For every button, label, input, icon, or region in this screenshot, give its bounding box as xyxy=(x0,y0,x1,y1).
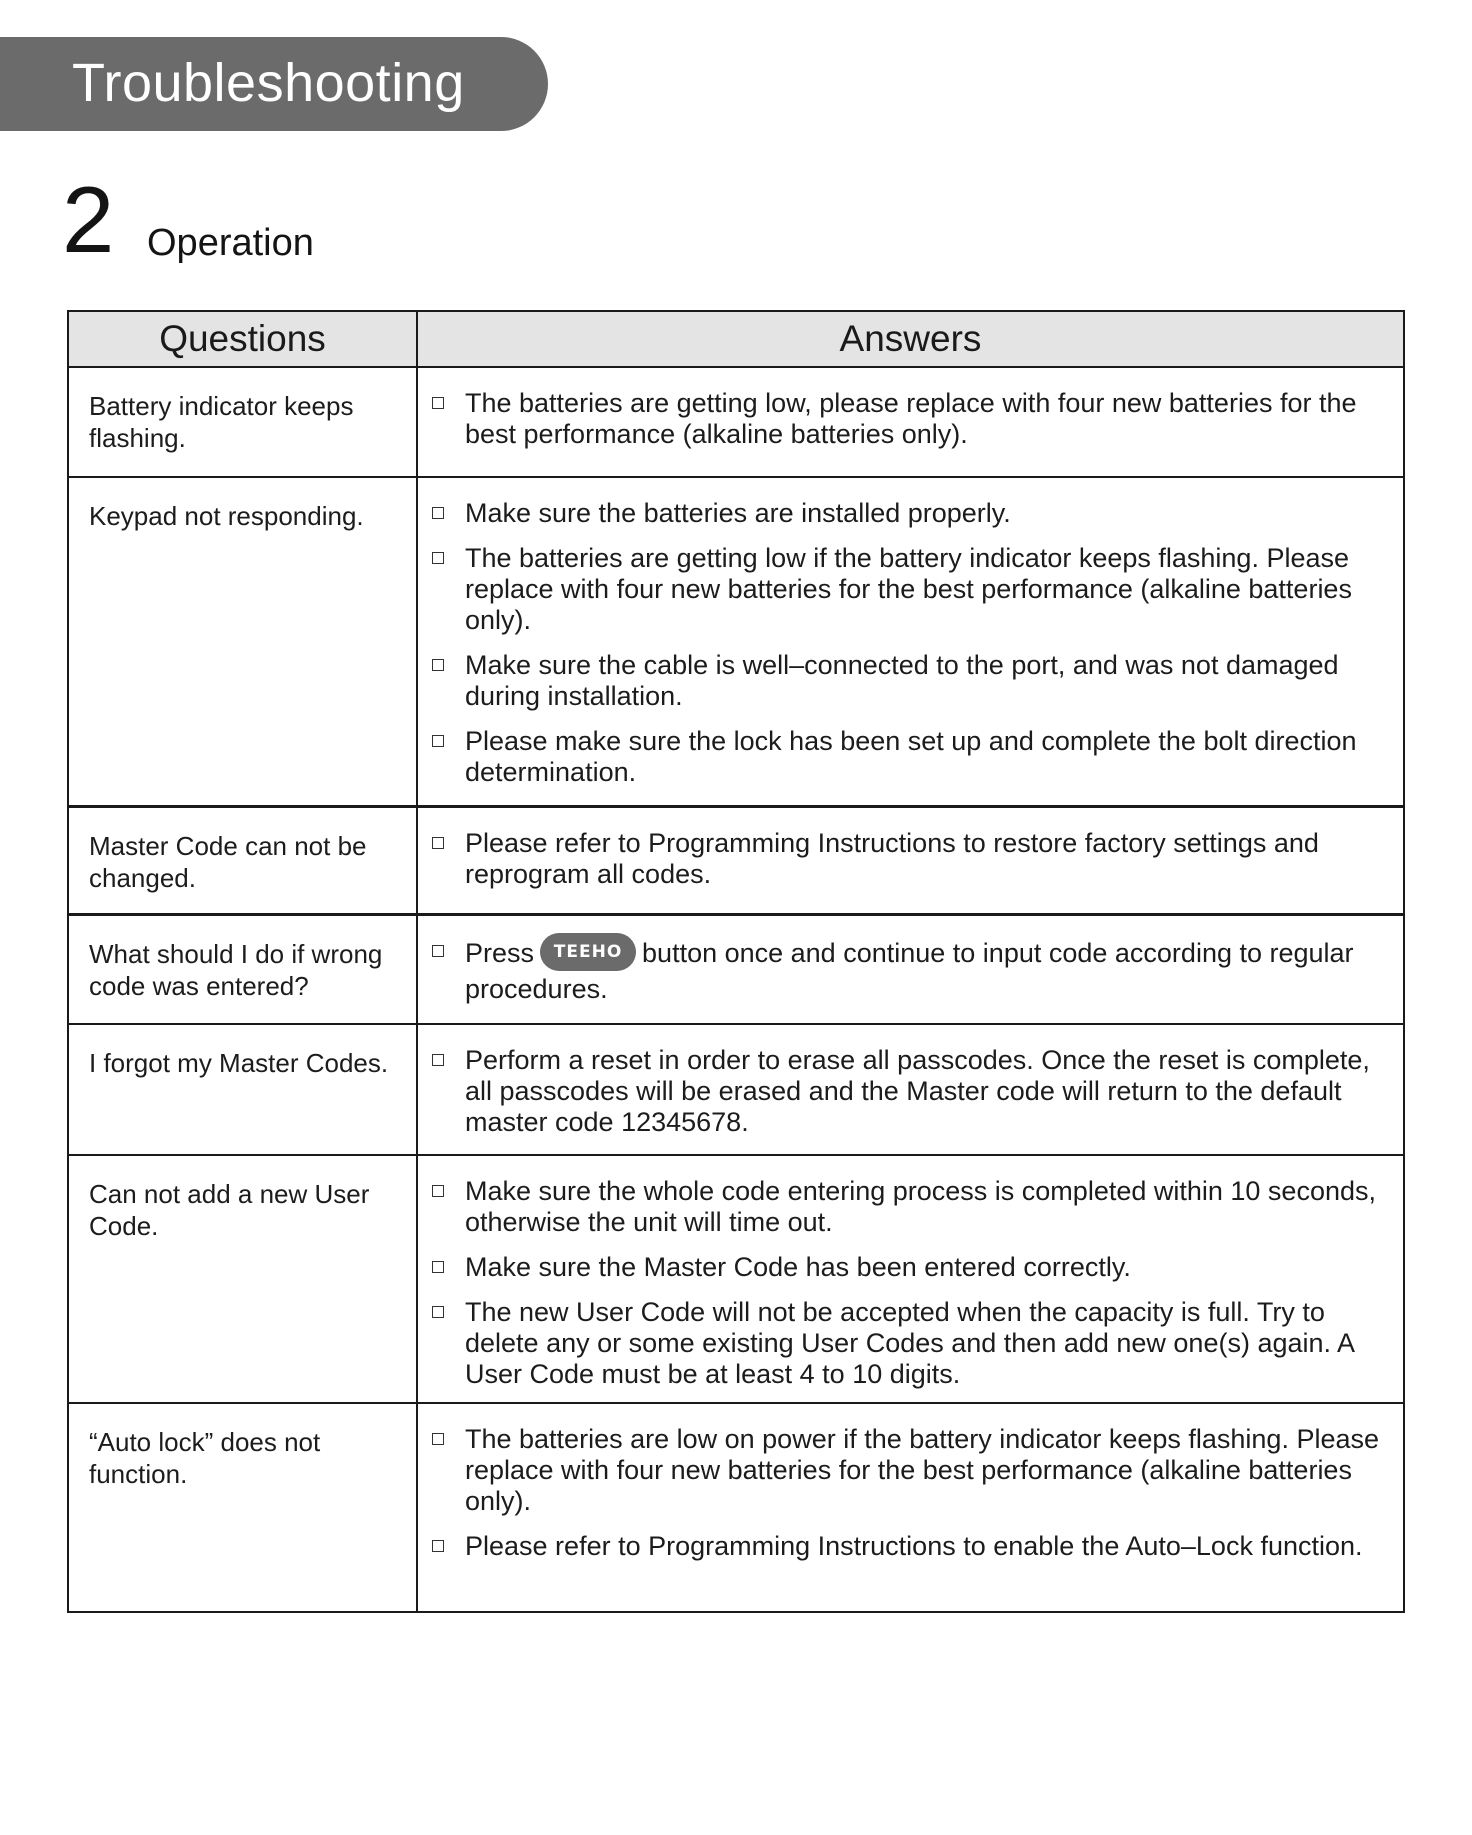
answer-text: Please refer to Programming Instructions to restore factory settings and reprogram all codes. xyxy=(465,827,1319,889)
column-header-answers: Answers xyxy=(417,311,1404,367)
question-cell: Can not add a new User Code. xyxy=(68,1155,417,1403)
table-header-row xyxy=(68,311,1404,367)
column-header-questions: Questions xyxy=(68,311,417,367)
table-row xyxy=(68,477,1404,806)
table-row xyxy=(68,1155,1404,1403)
answer-item xyxy=(432,498,1387,529)
checkbox-icon xyxy=(432,397,444,409)
answer-text: Please make sure the lock has been set up and complete the bolt direction determination. xyxy=(465,726,1357,787)
checkbox-icon xyxy=(432,552,444,564)
checkbox-icon xyxy=(432,1306,444,1318)
checkbox-icon xyxy=(432,1054,444,1066)
question-cell: “Auto lock” does not function. xyxy=(68,1403,417,1612)
answer-item xyxy=(432,828,1387,890)
answer-text: The new User Code will not be accepted when the capacity is full. Try to delete any or some existing User Codes and then add new one(s) again. A User Code must be at least 4 to 10 digits. xyxy=(465,1297,1354,1389)
checkbox-icon xyxy=(432,735,444,747)
answer-item xyxy=(432,543,1387,636)
answer-item xyxy=(432,1297,1387,1390)
checkbox-icon xyxy=(432,1261,444,1273)
section-number: 2 xyxy=(62,167,115,272)
checkbox-icon xyxy=(432,1185,444,1197)
checkbox-icon xyxy=(432,507,444,519)
answer-item xyxy=(432,650,1387,712)
answer-text: Make sure the batteries are installed properly. xyxy=(465,498,1011,528)
checkbox-icon xyxy=(432,1433,444,1445)
question-cell: What should I do if wrong code was entered? xyxy=(68,914,417,1024)
answer-cell xyxy=(417,367,1404,477)
answer-text: Make sure the Master Code has been entered correctly. xyxy=(465,1252,1131,1282)
answer-text: The batteries are low on power if the battery indicator keeps flashing. Please replace with four new batteries for the best performance (alkaline batteries only). xyxy=(465,1424,1380,1516)
teeho-button-icon: TEEHO xyxy=(540,933,636,971)
table-row xyxy=(68,1403,1404,1612)
answer-text: The batteries are getting low, please replace with four new batteries for the best performance (alkaline batteries only). xyxy=(465,388,1357,449)
troubleshooting-table xyxy=(67,310,1405,1613)
answer-item xyxy=(432,1176,1387,1238)
answer-cell xyxy=(417,1403,1404,1612)
checkbox-icon xyxy=(432,837,444,849)
section-banner xyxy=(0,37,548,131)
answer-item xyxy=(432,1252,1387,1283)
checkbox-icon xyxy=(432,1540,444,1552)
answer-cell xyxy=(417,1024,1404,1155)
answer-item xyxy=(432,1531,1387,1562)
page-title: Troubleshooting xyxy=(72,53,465,113)
checkbox-icon xyxy=(432,659,444,671)
answer-text: Perform a reset in order to erase all passcodes. Once the reset is complete, all passcodes will be erased and the Master code will return to the default master code 12345678. xyxy=(465,1045,1370,1137)
question-cell: Battery indicator keeps flashing. xyxy=(68,367,417,477)
table-row xyxy=(68,806,1404,914)
answer-item xyxy=(432,388,1387,450)
answer-cell xyxy=(417,806,1404,914)
question-cell: Master Code can not be changed. xyxy=(68,806,417,914)
answer-text: Please refer to Programming Instructions to enable the Auto–Lock function. xyxy=(465,1531,1363,1561)
table-row xyxy=(68,367,1404,477)
answer-item xyxy=(432,1424,1387,1517)
answer-text: button once and continue to input code according to regular procedures. xyxy=(465,937,1354,1004)
checkbox-icon xyxy=(432,945,444,957)
question-cell: I forgot my Master Codes. xyxy=(68,1024,417,1155)
answer-item xyxy=(432,1045,1387,1138)
answer-cell xyxy=(417,914,1404,1024)
answer-text: The batteries are getting low if the battery indicator keeps flashing. Please replace with four new batteries for the best performance (alkaline batteries only). xyxy=(465,543,1352,635)
answer-text: Make sure the cable is well–connected to the port, and was not damaged during installation. xyxy=(465,650,1339,711)
table-row xyxy=(68,1024,1404,1155)
section-title: Operation xyxy=(147,222,314,264)
answer-cell xyxy=(417,1155,1404,1403)
table-row xyxy=(68,914,1404,1024)
answer-text: Press xyxy=(465,937,535,968)
answer-cell xyxy=(417,477,1404,806)
answer-text: Make sure the whole code entering process is completed within 10 seconds, otherwise the unit will time out. xyxy=(465,1176,1376,1237)
answer-item xyxy=(432,936,1387,1005)
answer-item xyxy=(432,726,1387,788)
question-cell: Keypad not responding. xyxy=(68,477,417,806)
